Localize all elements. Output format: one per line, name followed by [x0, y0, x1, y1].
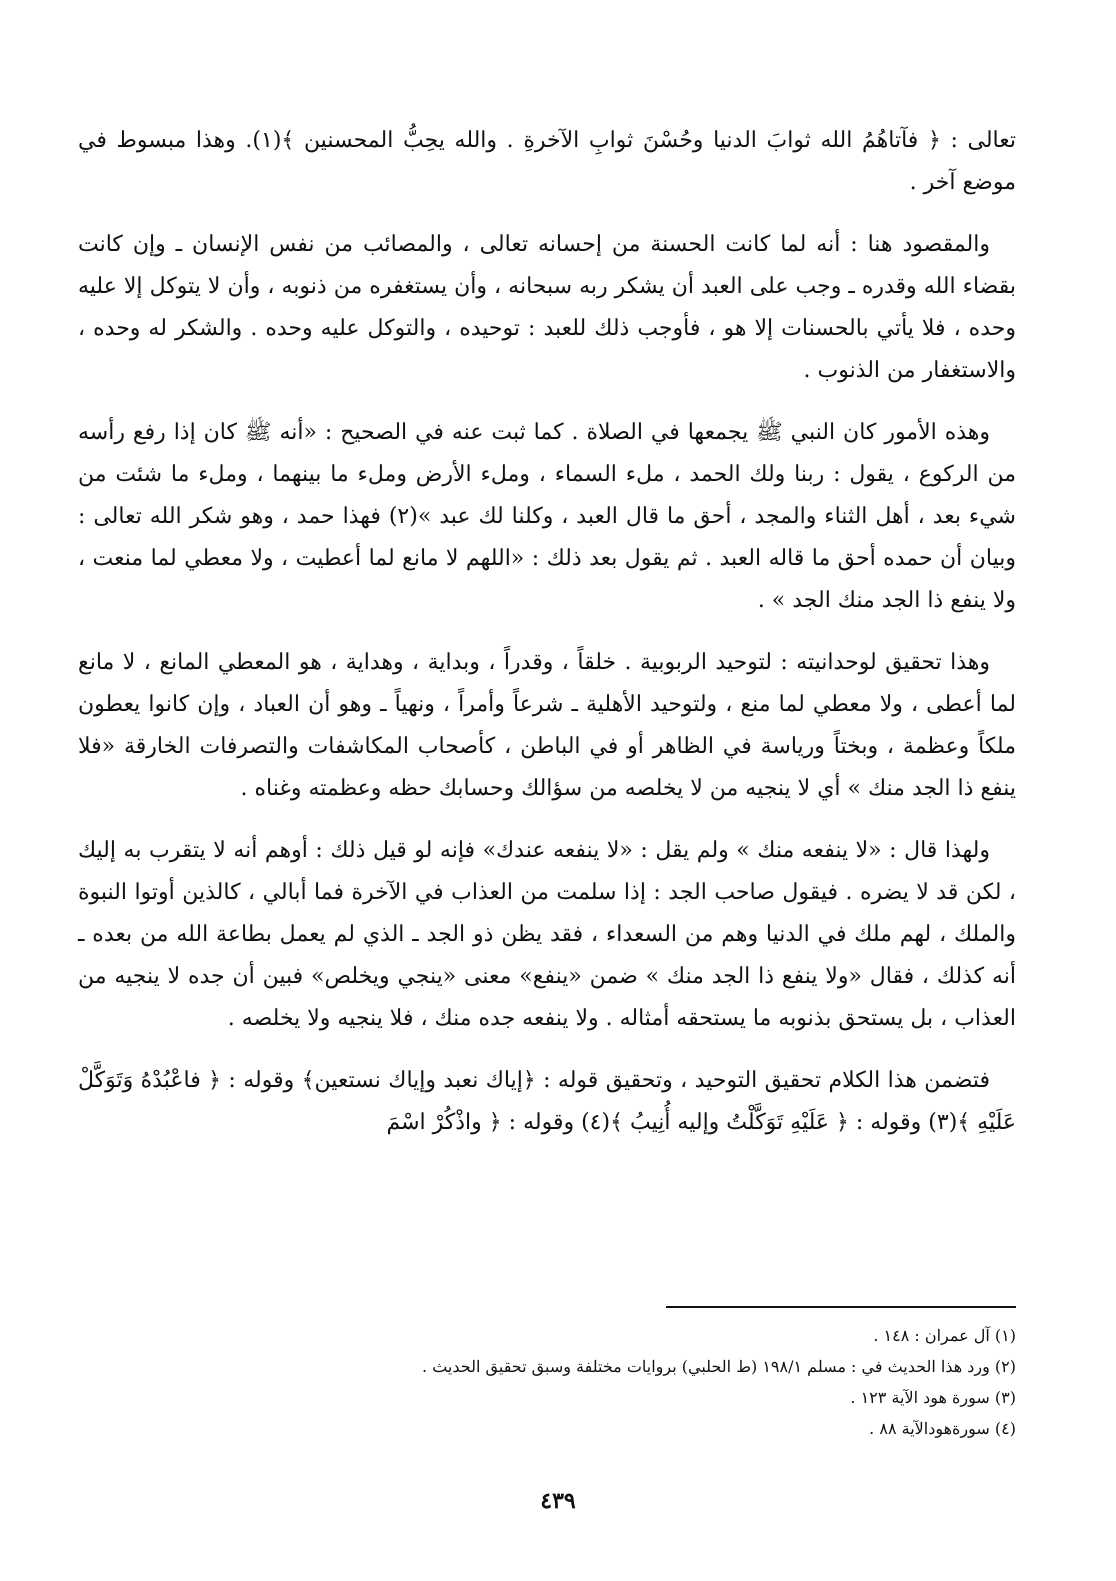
footnote-3: (٣) سورة هود الآية ١٢٣ . [850, 1388, 1016, 1407]
footnote-2: (٢) ورد هذا الحديث في : مسلم ١٩٨/١ (ط الحلبي) بروايات مختلفة وسبق تحقيق الحديث . [422, 1357, 1016, 1376]
paragraph-3: وهذه الأمور كان النبي ﷺ يجمعها في الصلاة . كما ثبت عنه في الصحيح : «أنه ﷺ كان إذا رفع رأسه من الركوع ، يقول : ربنا ولك الحمد ، ملء السماء ، وملء الأرض وملء ما بينهما ، وملء ما شئت من شيء بعد ، أهل الثناء والمجد ، أحق ما قال العبد ، وكلنا لك عبد »(٢) فهذا حمد ، وهو شكر الله تعالى : وبيان أن حمده أحق ما قاله العبد . ثم يقول بعد ذلك : «اللهم لا مانع لما أعطيت ، ولا معطي لما منعت ، ولا ينفع ذا الجد منك الجد » . [78, 420, 1016, 613]
paragraph-1: تعالى : ﴿ فآتاهُمُ الله ثوابَ الدنيا وحُسْنَ ثوابِ الآخرةِ . والله يحِبُّ المحسنين ﴾(١). وهذا مبسوط في موضع آخر . [78, 128, 1016, 195]
footnote-4: (٤) سورةهودالآية ٨٨ . [869, 1419, 1016, 1438]
footnotes-section [200, 1320, 1016, 1444]
paragraph-6: فتضمن هذا الكلام تحقيق التوحيد ، وتحقيق قوله : ﴿إياك نعبد وإياك نستعين﴾ وقوله : ﴿ فاعْبُدْهُ وَتَوَكَّلْ عَلَيْهِ ﴾(٣) وقوله : ﴿ عَلَيْهِ تَوَكَّلْتُ وإليه أُنِيبُ ﴾(٤) وقوله : ﴿ واذْكُرْ اسْمَ [78, 1068, 1016, 1135]
paragraph-5: ولهذا قال : «لا ينفعه منك » ولم يقل : «لا ينفعه عندك» فإنه لو قيل ذلك : أوهم أنه لا يتقرب به إليك ، لكن قد لا يضره . فيقول صاحب الجد : إذا سلمت من العذاب في الآخرة فما أبالي ، كالذين أوتوا النبوة والملك ، لهم ملك في الدنيا وهم من السعداء ، فقد يظن ذو الجد ـ الذي لم يعمل بطاعة الله من بعده ـ أنه كذلك ، فقال «ولا ينفع ذا الجد منك » ضمن «ينفع» معنى «ينجي ويخلص» فبين أن جده لا ينجيه من العذاب ، بل يستحق بذنوبه ما يستحقه أمثاله . ولا ينفعه جده منك ، فلا ينجيه ولا يخلصه . [78, 838, 1016, 1031]
paragraph-4: وهذا تحقيق لوحدانيته : لتوحيد الربوبية . خلقاً ، وقدراً ، وبداية ، وهداية ، هو المعطي المانع ، لا مانع لما أعطى ، ولا معطي لما منع ، ولتوحيد الأهلية ـ شرعاً وأمراً ، ونهياً ـ وهو أن العباد ، وإن كانوا يعطون ملكاً وعظمة ، وبختاً ورياسة في الظاهر أو في الباطن ، كأصحاب المكاشفات والتصرفات الخارقة «فلا ينفع ذا الجد منك » أي لا ينجيه من لا يخلصه من سؤالك وحسابك حظه وعظمته وغناه . [78, 650, 1017, 801]
paragraph-2: والمقصود هنا : أنه لما كانت الحسنة من إحسانه تعالى ، والمصائب من نفس الإنسان ـ وإن كانت بقضاء الله وقدره ـ وجب على العبد أن يشكر ربه سبحانه ، وأن يستغفره من ذنوبه ، وأن لا يتوكل إلا عليه وحده ، فلا يأتي بالحسنات إلا هو ، فأوجب ذلك للعبد : توحيده ، والتوكل عليه وحده . والشكر له وحده ، والاستغفار من الذنوب . [78, 232, 1016, 383]
page-number: ٤٣٩ [540, 1488, 576, 1514]
footnote-separator [666, 1306, 1016, 1308]
main-text-body [78, 120, 1016, 1164]
footnote-1: (١) آل عمران : ١٤٨ . [873, 1326, 1016, 1345]
